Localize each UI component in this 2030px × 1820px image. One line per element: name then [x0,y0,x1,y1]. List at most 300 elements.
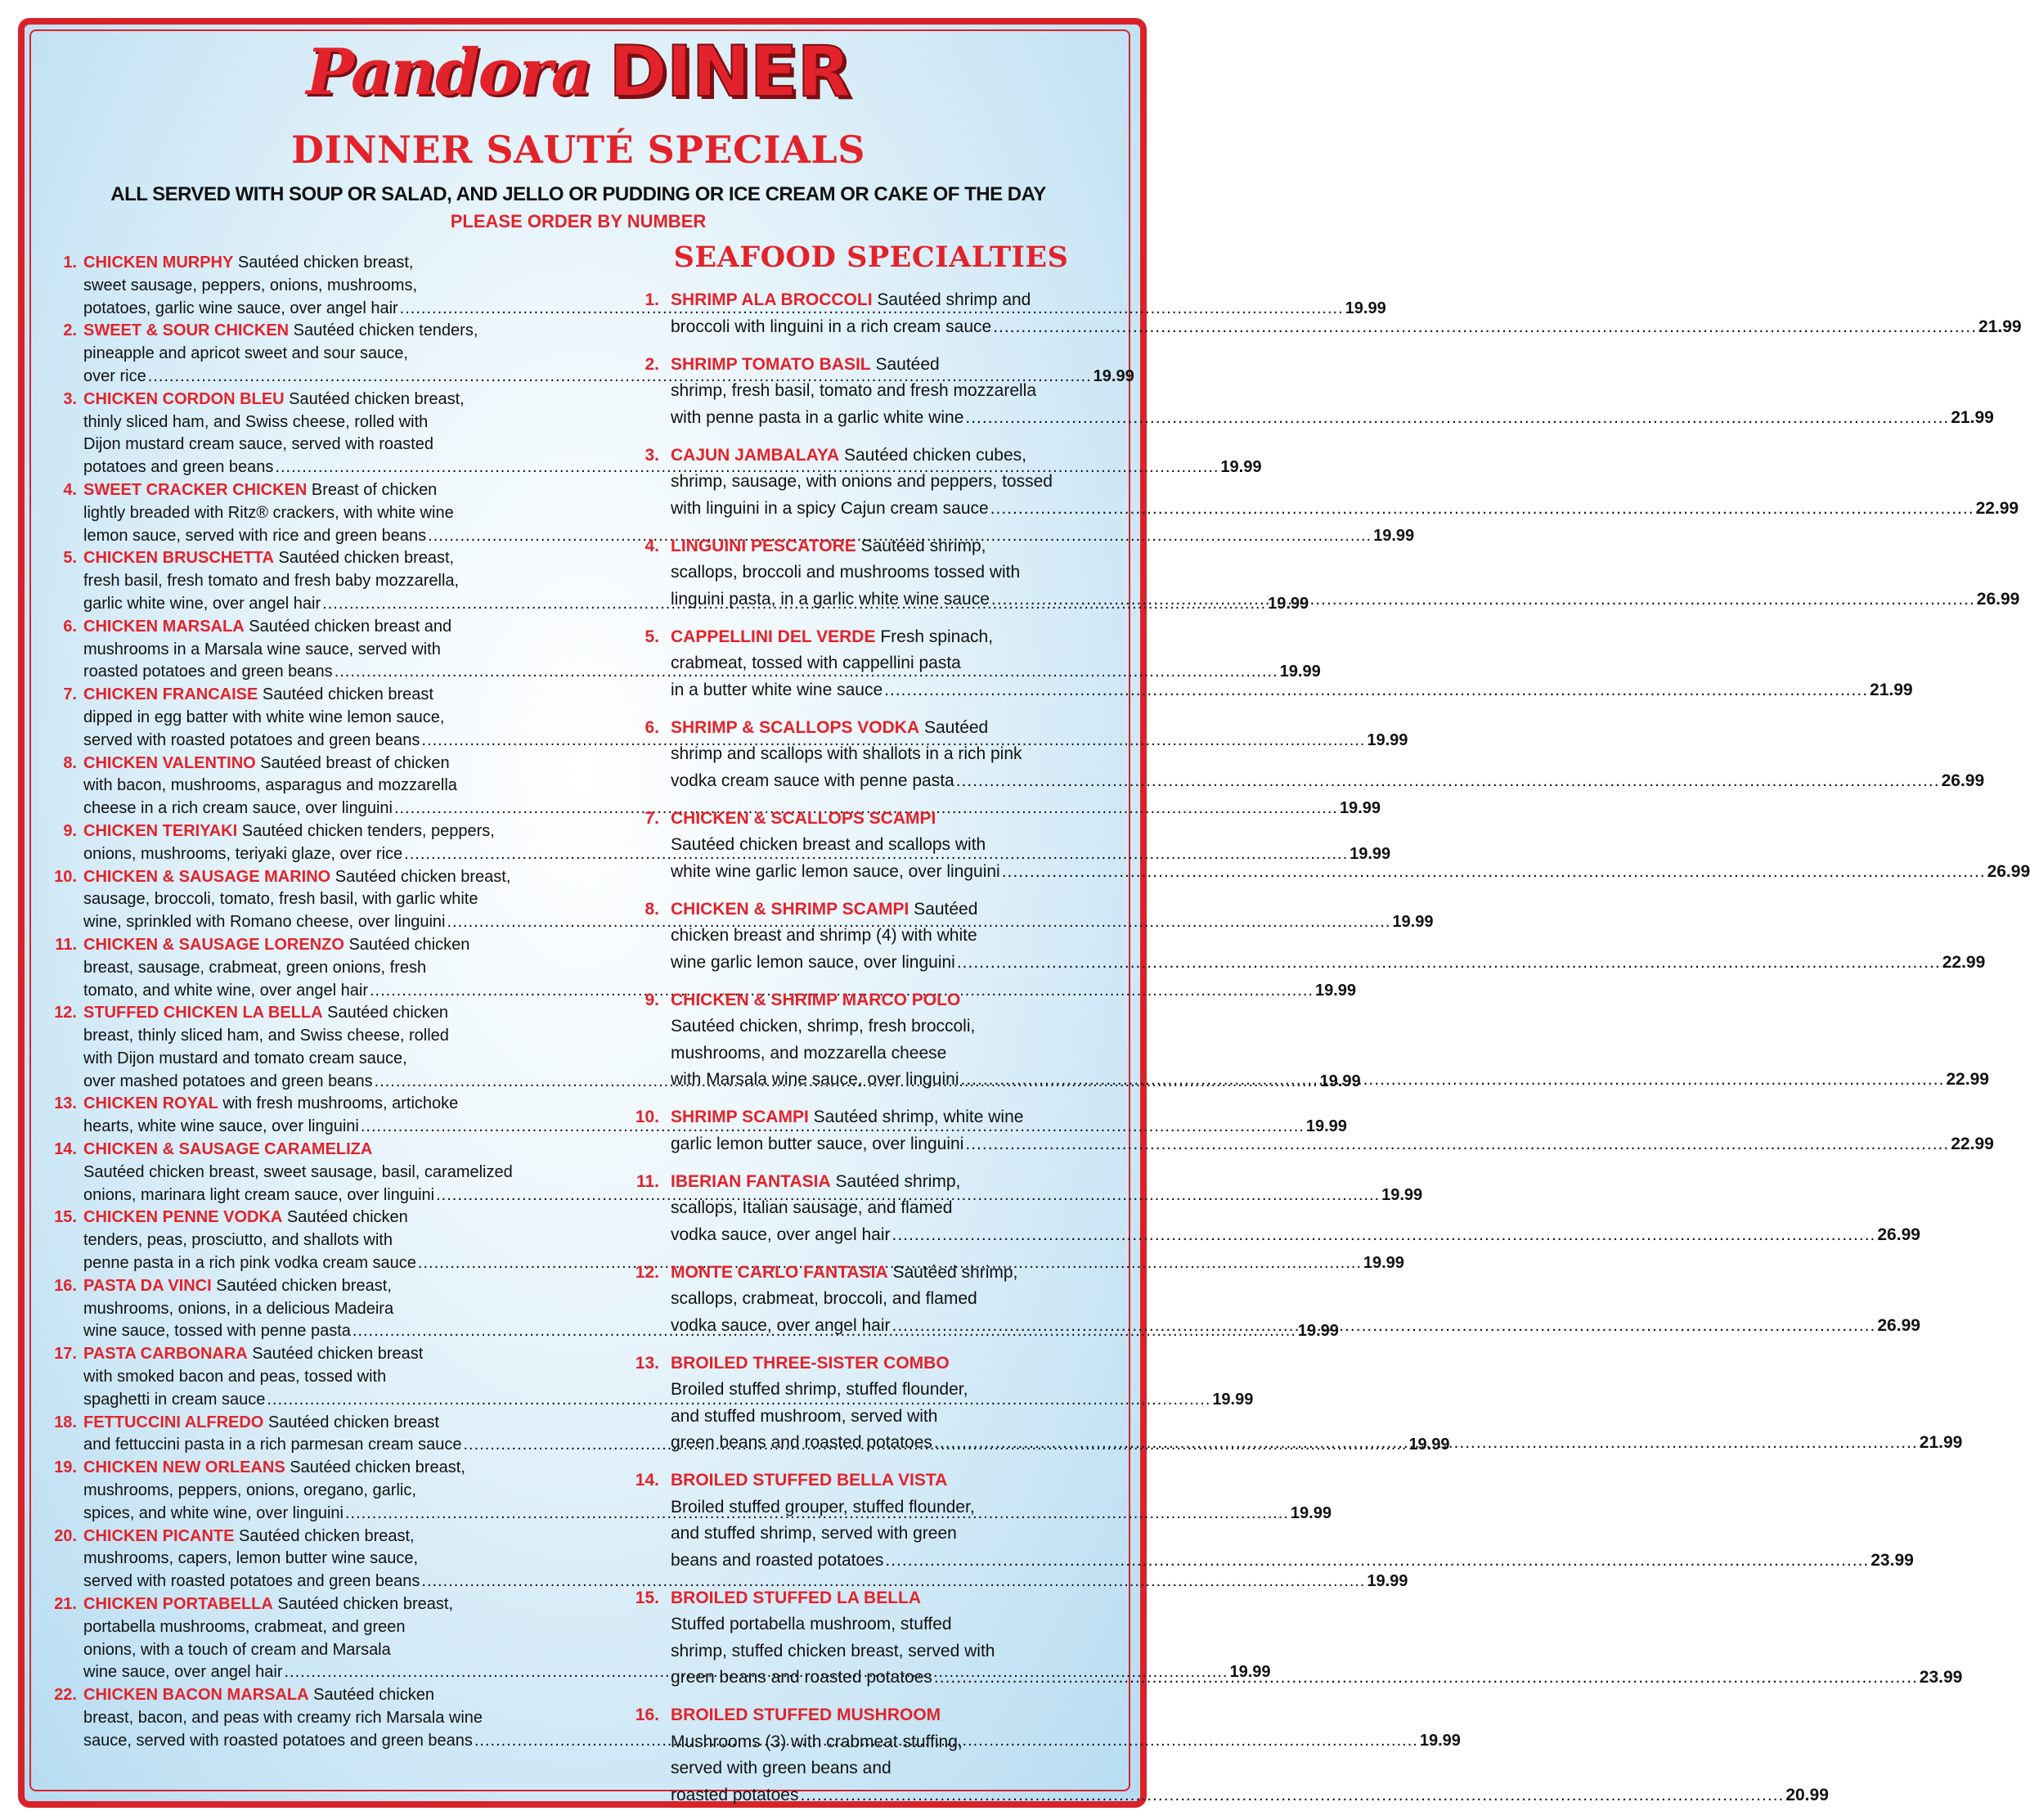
item-number: 4. [63,480,77,499]
item-text: Sautéed shrimp, [887,1262,1018,1282]
item-number: 1. [644,290,659,309]
item-line [671,1611,1962,1638]
item-line [671,586,2019,613]
item-number: 11. [635,1171,659,1191]
logo-script-text: Pandora [306,34,591,110]
item-price: 19.99 [1408,1436,1450,1454]
item-line [671,1494,1914,1521]
item-line [671,1040,1989,1067]
item-text: Dijon mustard cream sauce, served with roasted [83,435,433,454]
leader-dots [885,1548,1869,1575]
item-text: spaghetti in cream sauce [83,1390,266,1409]
item-text: Breast of chicken [307,480,438,499]
item-number: 11. [55,935,77,954]
item-line [671,1467,1914,1494]
item-line [671,352,1994,379]
item-text: onions, marinara light cream sauce, over linguini [83,1185,435,1204]
item-text: portabella mushrooms, crabmeat, and green [83,1617,406,1636]
item-text: Fresh spinach, [875,627,994,646]
leader-dots [993,314,1977,341]
item-name: CHICKEN PENNE VODKA [83,1208,283,1227]
item-number: 12. [635,1262,659,1282]
item-price: 19.99 [1290,1503,1332,1522]
item-text: wine sauce, over angel hair [83,1663,283,1682]
item-number: 1. [63,254,77,272]
diner-logo [0,31,1156,121]
item-text: sausage, broccoli, tomato, fresh basil, with garlic white [83,890,478,909]
item-line [671,287,2022,314]
item-name: CHICKEN BRUSCHETTA [83,549,274,568]
item-text: Mushrooms (3) with crabmeat stuffing, [671,1732,963,1751]
item-name: CHICKEN BACON MARSALA [83,1686,309,1705]
item-price: 22.99 [1942,952,1986,972]
item-number: 12. [54,1004,77,1022]
leader-dots [961,1067,1945,1094]
item-name: MONTE CARLO FANTASIA [671,1262,888,1282]
item-name: CHICKEN MARSALA [83,617,245,636]
item-text: thinly sliced ham, and Swiss cheese, rolled with [83,412,429,431]
item-text: Sautéed chicken, shrimp, fresh broccoli, [671,1017,976,1036]
item-line [671,1404,1962,1431]
item-line [671,1350,1962,1377]
item-text: Sautéed chicken cubes, [839,445,1026,465]
item-text: Sautéed [909,899,978,919]
item-description [659,287,2022,340]
item-text: Sautéed chicken breast [258,685,433,704]
item-number: 6. [644,717,659,737]
item-line [671,677,1913,704]
logo-block-text: DINER [609,31,851,113]
item-text: mushrooms, onions, in a delicious Madeira [83,1299,394,1318]
item-text: shrimp, fresh basil, tomato and fresh mozzarella [671,381,1037,400]
item-line [671,1260,1920,1287]
item-text: Sautéed chicken breast, [211,1276,392,1295]
item-number: 4. [644,536,659,555]
item-description [659,1350,1962,1457]
item-text: mushrooms, and mozzarella cheese [671,1043,947,1063]
item-price: 21.99 [1951,407,1994,427]
item-text: penne pasta in a rich pink vodka cream sauce [83,1254,416,1273]
item-name: CHICKEN PICANTE [83,1526,235,1545]
item-line [671,1195,1920,1222]
item-number: 18. [54,1413,77,1431]
item-text: spices, and white wine, over linguini [83,1503,344,1522]
item-price: 19.99 [1367,1572,1408,1591]
item-name: SHRIMP TOMATO BASIL [671,354,871,374]
item-name: CHICKEN NEW ORLEANS [83,1458,285,1477]
item-text: over mashed potatoes and green beans [83,1072,373,1090]
item-price: 19.99 [1373,526,1415,545]
item-number: 15. [635,1588,659,1607]
item-text: Sautéed breast of chicken [255,753,450,772]
leader-dots [934,1430,1918,1457]
item-price: 26.99 [1877,1315,1920,1335]
item-price: 26.99 [1976,589,2020,609]
item-line [671,1169,1920,1196]
item-line [671,1548,1914,1575]
item-price: 19.99 [1229,1663,1271,1682]
item-number: 2. [63,321,77,340]
item-price: 23.99 [1919,1668,1963,1687]
item-name: CHICKEN & SAUSAGE MARINO [83,867,331,886]
item-price: 20.99 [1785,1785,1829,1804]
item-name: SHRIMP ALA BROCCOLI [671,290,873,309]
item-line [671,1222,1920,1249]
item-description [659,1702,1829,1809]
item-price: 19.99 [1093,366,1134,385]
item-price: 19.99 [1367,730,1408,749]
page-title: DINNER SAUTÉ SPECIALS [291,128,865,172]
item-text: Sautéed chicken breast, [285,1458,465,1477]
item-text: wine garlic lemon sauce, over linguini [671,952,955,972]
item-text: hearts, white wine sauce, over linguini [83,1117,359,1136]
item-text: scallops, broccoli and mushrooms tossed with [671,563,1021,582]
item-description [659,715,1984,795]
item-line [671,443,2019,470]
item-description [659,1260,1920,1340]
item-name: CHICKEN VALENTINO [83,753,256,772]
item-line [671,950,1985,977]
item-number: 10. [54,867,77,886]
item-text: green beans and roasted potatoes [671,1433,932,1452]
item-number: 20. [54,1526,77,1545]
item-price: 26.99 [1877,1225,1920,1244]
item-line [671,1638,1962,1665]
item-text: breast, bacon, and peas with creamy rich Marsala wine [83,1709,483,1727]
item-description [659,1585,1962,1692]
item-price: 19.99 [1319,1072,1361,1090]
item-text: Sautéed chicken breast, [234,1526,415,1545]
item-price: 19.99 [1212,1390,1254,1409]
item-name: SHRIMP SCAMPI [671,1108,809,1126]
item-name: BROILED STUFFED LA BELLA [671,1588,922,1607]
item-text: shrimp and scallops with shallots in a rich pink [671,744,1022,763]
item-text: Sautéed chicken breast, [233,254,414,272]
item-price: 23.99 [1871,1550,1914,1570]
item-text: shrimp, sausage, with onions and peppers, tossed [671,472,1053,491]
item-text: roasted potatoes [671,1785,799,1804]
item-text: Sautéed chicken tenders, [289,321,478,340]
item-line [671,832,2030,859]
item-price: 22.99 [1946,1070,1989,1089]
item-text: sweet sausage, peppers, onions, mushrooms, [83,276,417,294]
item-price: 22.99 [1975,498,2019,518]
item-name: CHICKEN & SAUSAGE CARAMELIZA [83,1140,373,1159]
item-line [671,1104,1994,1131]
item-description [659,624,1913,704]
item-number: 19. [54,1458,77,1477]
item-name: CHICKEN ROYAL [83,1094,218,1113]
item-line [671,378,1994,405]
item-line [671,1585,1962,1612]
leader-dots [1002,859,1986,886]
item-text: shrimp, stuffed chicken breast, served with [671,1641,995,1660]
item-text: wine, sprinkled with Romano cheese, over linguini [83,913,446,932]
item-line [671,1013,1989,1040]
item-text: and stuffed mushroom, served with [671,1406,938,1426]
item-name: IBERIAN FANTASIA [671,1171,831,1191]
item-text: vodka sauce, over angel hair [671,1225,891,1244]
item-text: tomato, and white wine, over angel hair [83,981,368,1000]
item-line [671,1430,1962,1457]
item-text: with bacon, mushrooms, asparagus and mozzarella [83,776,457,795]
leader-dots [990,496,1974,523]
item-name: CHICKEN & SAUSAGE LORENZO [83,935,344,954]
item-text: with penne pasta in a garlic white wine [671,407,964,427]
item-text: Sautéed chicken breast, [272,1595,453,1614]
item-line [671,1782,1829,1809]
item-text: scallops, Italian sausage, and flamed [671,1198,953,1217]
item-text: Sautéed chicken [322,1004,449,1022]
item-text: sauce, served with roasted potatoes and green beans [83,1731,473,1750]
item-name: FETTUCCINI ALFREDO [83,1413,264,1431]
item-name: PASTA DA VINCI [83,1276,212,1295]
item-text: scallops, crabmeat, broccoli, and flamed [671,1289,977,1308]
served-with-note: ALL SERVED WITH SOUP OR SALAD, AND JELLO OR PUDDING OR ICE CREAM OR CAKE OF THE DAY [110,183,1046,205]
item-text: breast, thinly sliced ham, and Swiss cheese, rolled [83,1027,449,1045]
item-text: broccoli with linguini in a rich cream sauce [671,317,992,336]
item-price: 21.99 [1870,680,1913,699]
item-name: CHICKEN & SHRIMP SCAMPI [671,899,909,919]
item-text: mushrooms, peppers, onions, oregano, garlic, [83,1481,416,1500]
item-price: 19.99 [1220,458,1262,477]
item-name: CHICKEN & SHRIMP MARCO POLO [671,990,961,1009]
leader-dots [892,1222,1876,1249]
item-name: SWEET CRACKER CHICKEN [83,480,308,499]
leader-dots [957,950,1941,977]
leader-dots [892,1313,1876,1340]
item-text: garlic lemon butter sauce, over linguini [671,1134,964,1153]
item-name: CHICKEN CORDON BLEU [83,389,285,408]
item-line [671,314,2022,341]
item-description [659,987,1989,1094]
item-name: SHRIMP & SCALLOPS VODKA [671,717,920,737]
item-text: Sautéed chicken breast, [284,389,465,408]
item-text: vodka sauce, over angel hair [671,1315,891,1335]
item-number: 16. [54,1276,77,1295]
item-number: 3. [644,445,659,465]
item-name: BROILED STUFFED BELLA VISTA [671,1471,948,1490]
item-text: onions, with a touch of cream and Marsala [83,1640,391,1659]
item-name: CHICKEN PORTABELLA [83,1595,273,1614]
item-line [671,1702,1829,1729]
item-text: Sautéed shrimp and [872,290,1031,309]
item-price: 19.99 [1339,799,1381,818]
item-name: CAPPELLINI DEL VERDE [671,627,876,646]
item-line [671,1286,1920,1313]
item-price: 21.99 [1978,317,2022,336]
item-line [671,741,1984,768]
item-text: served with roasted potatoes and green beans [83,730,420,749]
item-name: CHICKEN TERIYAKI [83,821,238,840]
item-description [659,1467,1914,1574]
item-text: lightly breaded with Ritz® crackers, with white wine [83,503,454,522]
item-number: 9. [644,990,659,1009]
item-name: BROILED THREE-SISTER COMBO [671,1353,950,1373]
item-price: 22.99 [1951,1134,1994,1153]
item-text: green beans and roasted potatoes [671,1668,932,1687]
item-line [671,405,1994,432]
item-number: 3. [63,389,77,408]
item-number: 8. [644,899,659,919]
item-text: Sautéed chicken [308,1686,434,1705]
item-price: 19.99 [1350,844,1391,863]
item-number: 5. [644,627,659,646]
item-number: 14. [54,1140,77,1159]
item-line [671,559,2019,586]
item-text: roasted potatoes and green beans [83,663,333,681]
item-price: 19.99 [1363,1254,1404,1273]
item-price: 19.99 [1314,981,1357,1000]
item-number: 7. [644,808,659,828]
item-name: LINGUINI PESCATORE [671,536,856,555]
item-number: 17. [54,1345,77,1364]
item-text: crabmeat, tossed with cappellini pasta [671,654,961,672]
item-description [659,443,2019,523]
item-name: SWEET & SOUR CHICKEN [83,321,290,340]
item-line [671,533,2019,560]
item-line [671,1067,1989,1094]
leader-dots [965,1131,1949,1158]
item-number: 5. [63,549,77,568]
item-price: 21.99 [1919,1433,1963,1452]
item-price: 19.99 [1392,913,1434,932]
item-text: Sautéed shrimp, [830,1171,961,1191]
item-text: pineapple and apricot sweet and sour sauce, [83,344,408,363]
item-number: 10. [635,1108,659,1126]
item-description [659,352,1994,432]
item-line [671,987,1989,1014]
item-text: with Dijon mustard and tomato cream sauce, [83,1049,407,1067]
item-name: STUFFED CHICKEN LA BELLA [83,1004,323,1022]
item-line [671,496,2019,523]
item-line [671,1665,1962,1692]
item-price: 26.99 [1941,771,1985,790]
item-number: 13. [54,1094,77,1113]
item-text: wine sauce, tossed with penne pasta [83,1322,351,1341]
item-text: served with green beans and [671,1759,891,1777]
item-text: Sautéed chicken tenders, peppers, [237,821,495,840]
item-text: linguini pasta, in a garlic white wine sauce [671,589,990,609]
item-text: with Marsala wine sauce, over linguini [671,1070,959,1089]
item-text: Sautéed shrimp, [856,536,986,555]
item-number: 8. [63,753,77,772]
item-name: CHICKEN & SCALLOPS SCAMPI [671,808,936,828]
item-text: mushrooms, capers, lemon butter wine sauce, [83,1549,419,1568]
item-text: tenders, peas, prosciutto, and shallots with [83,1231,393,1250]
item-text: Broiled stuffed grouper, stuffed flounder, [671,1497,975,1517]
item-text: cheese in a rich cream sauce, over linguini [83,799,393,818]
item-line [671,897,1985,923]
item-line [671,806,2030,833]
order-by-number-note: PLEASE ORDER BY NUMBER [450,211,707,231]
item-price: 19.99 [1381,1185,1423,1204]
item-number: 6. [63,617,77,636]
item-text: onions, mushrooms, teriyaki glaze, over rice [83,844,403,863]
item-number: 16. [635,1705,659,1724]
item-line [671,1131,1994,1158]
item-number: 13. [635,1353,659,1373]
item-line [671,1313,1920,1340]
seafood-section-title: SEAFOOD SPECIALTIES [673,240,1069,274]
item-text: potatoes, garlic wine sauce, over angel hair [83,299,398,317]
item-text: white wine garlic lemon sauce, over linguini [671,861,1000,881]
item-text: Sautéed chicken breast [263,1413,439,1431]
item-line [671,1755,1829,1782]
item-text: and stuffed shrimp, served with green [671,1524,957,1543]
item-number: 21. [54,1595,77,1614]
item-text: Sautéed chicken breast, sweet sausage, basil, caramelized [83,1162,513,1181]
item-name: BROILED STUFFED MUSHROOM [671,1705,941,1724]
item-text: Sautéed [919,717,989,737]
leader-dots [934,1665,1918,1692]
leader-dots [956,768,1940,795]
item-number: 2. [644,354,659,374]
item-description [659,806,2030,886]
item-text: served with roasted potatoes and green beans [83,1572,420,1591]
item-text: Sautéed chicken breast, [273,549,455,568]
item-text: chicken breast and shrimp (4) with white [671,926,977,945]
item-line [671,1729,1829,1756]
item-number: 9. [63,821,77,840]
item-text: with smoked bacon and peas, tossed with [83,1368,387,1386]
item-text: Sautéed chicken [344,935,470,954]
item-text: in a butter white wine sauce [671,680,883,699]
item-line [671,923,1985,950]
item-line [671,1521,1914,1548]
item-text: Sautéed chicken [282,1208,408,1227]
item-text: dipped in egg batter with white wine lemon sauce, [83,708,445,726]
item-name: PASTA CARBONARA [83,1345,248,1364]
item-price: 19.99 [1279,663,1321,681]
item-price: 19.99 [1345,299,1386,317]
item-text: Sautéed shrimp, white wine [808,1108,1024,1126]
item-text: garlic white wine, over angel hair [83,594,321,613]
item-name: CHICKEN MURPHY [83,254,234,272]
item-line [671,768,1984,795]
item-line [671,859,2030,886]
leader-dots [991,586,1975,613]
item-number: 7. [63,685,77,704]
item-text: Broiled stuffed shrimp, stuffed flounder, [671,1380,968,1399]
item-line [671,469,2019,496]
item-name: CHICKEN FRANCAISE [83,685,258,704]
item-text: Sautéed chicken breast and [244,617,452,636]
item-line [671,624,1913,651]
item-line [671,1377,1962,1404]
item-number: 15. [54,1208,77,1227]
item-price: 19.99 [1268,594,1309,613]
item-text: Sautéed chicken breast [247,1345,424,1364]
item-line [671,715,1984,742]
item-text: with linguini in a spicy Cajun cream sauce [671,498,989,518]
item-line [671,650,1913,677]
item-description [659,1104,1994,1157]
item-text: with fresh mushrooms, artichoke [218,1094,459,1113]
item-text: and fettuccini pasta in a rich parmesan cream sauce [83,1436,462,1454]
item-text: over rice [83,366,146,385]
leader-dots [800,1782,1784,1809]
item-name: CAJUN JAMBALAYA [671,445,840,465]
leader-dots [884,677,1868,704]
item-description [659,1169,1920,1249]
item-description [659,897,1985,977]
item-price: 19.99 [1297,1322,1339,1341]
item-text: beans and roasted potatoes [671,1550,884,1570]
item-text: breast, sausage, crabmeat, green onions, fresh [83,958,427,977]
item-text: Sautéed chicken breast and scallops with [671,835,986,854]
item-text: Sautéed [870,354,940,374]
